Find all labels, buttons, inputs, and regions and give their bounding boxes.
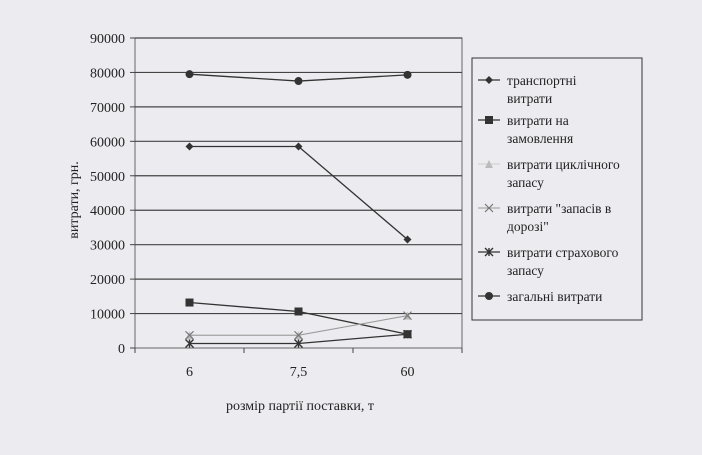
legend-item: [478, 73, 577, 106]
series-x: [186, 312, 412, 340]
x-axis-label: розмір партії поставки, т: [225, 399, 375, 414]
y-tick-labels: [90, 32, 125, 357]
marker-square: [295, 307, 303, 315]
legend-item: [478, 157, 620, 190]
legend-item: [478, 245, 619, 278]
legend-label: витрати на замовлення: [507, 113, 574, 146]
y-tick-label: 50000: [90, 169, 125, 185]
x-tick-label: 60: [400, 365, 415, 380]
series-group: [186, 70, 412, 347]
marker-circle: [295, 77, 303, 85]
series-line: [190, 303, 408, 335]
marker-circle: [485, 292, 493, 300]
legend-label: витрати циклічного запасу: [507, 157, 620, 190]
marker-square: [485, 116, 493, 124]
marker-circle: [404, 71, 412, 79]
series-diamond: [186, 143, 412, 244]
legend-border: [472, 58, 642, 320]
legend-label: транспортні витрати: [507, 73, 577, 106]
y-tick-label: 30000: [90, 238, 125, 254]
legend-label: витрати страхового запасу: [507, 245, 619, 278]
y-tick-label: 90000: [90, 32, 125, 47]
y-tick-label: 60000: [90, 135, 125, 151]
y-tick-label: 70000: [90, 100, 125, 116]
y-tick-label: 20000: [90, 273, 125, 289]
legend-label: загальні витрати: [507, 289, 603, 304]
marker-diamond: [485, 76, 493, 84]
legend-item: [478, 289, 602, 304]
legend-item: [478, 113, 573, 146]
marker-square: [186, 299, 194, 307]
x-tick-labels: [186, 365, 415, 380]
legend: [472, 58, 642, 320]
gridlines: [130, 38, 462, 353]
x-tick-label: 7,5: [289, 365, 308, 380]
y-tick-label: 80000: [90, 66, 125, 82]
y-axis-label: витрати, грн.: [67, 161, 82, 239]
legend-item: [478, 201, 611, 234]
series-line: [190, 147, 408, 240]
y-tick-label: 0: [118, 342, 125, 357]
marker-diamond: [186, 143, 194, 151]
legend-label: витрати "запасів в дорозі": [507, 201, 612, 234]
y-tick-label: 10000: [90, 307, 125, 323]
y-tick-label: 40000: [90, 204, 125, 220]
marker-circle: [186, 70, 194, 78]
x-tick-label: 6: [186, 365, 193, 380]
